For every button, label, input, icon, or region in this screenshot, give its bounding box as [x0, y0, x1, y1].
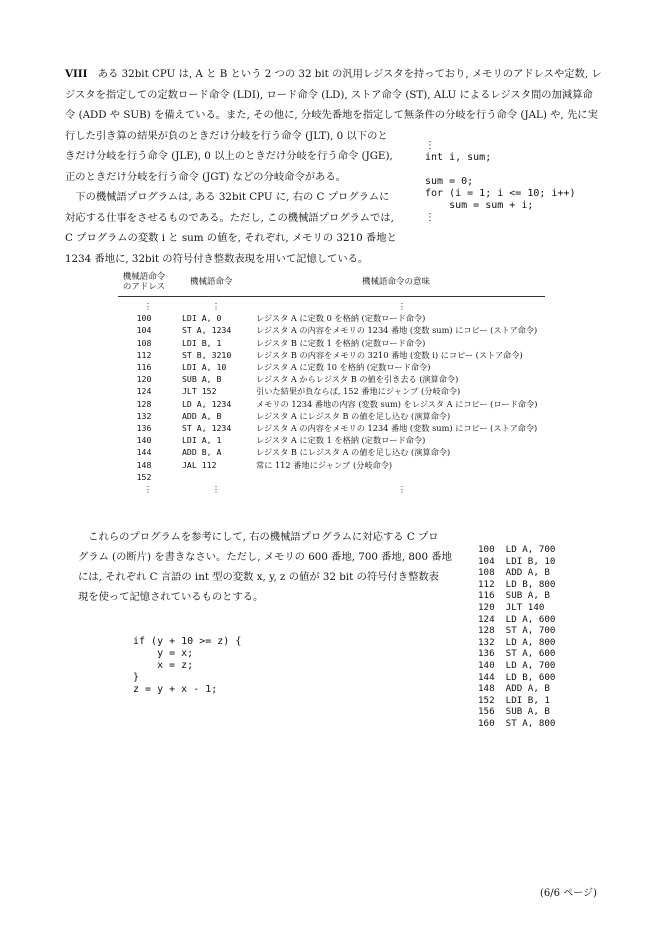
table-cell-instruction: LD A, 1234 [182, 398, 232, 409]
table-header-meaning: 機械語命令の意味 [362, 277, 431, 287]
table-cell-address: 152 [136, 471, 152, 482]
table-cell-instruction: LDI A, 0 [182, 313, 222, 324]
table-header-address: 機械語命令 のアドレス [122, 272, 166, 292]
table-cell-instruction: JAL 112 [182, 459, 217, 470]
machine-program-listing: 100 LD A, 700 104 LDI B, 10 108 ADD A, B 112 LD B, 800 116 SUB A, B 120 JLT 140 124 LD A, 600 128 ST A, 700 132 LD A, 800 136 ST A, 600 140 LD A, 700 144 LD B, 600 148 ADD A, B 152 LDI B, 1 156 SUB A, B 160 ST A, 800 [478, 544, 556, 729]
table-cell-address: 128 [136, 398, 152, 409]
table-cell-address: 132 [136, 410, 152, 421]
question-line-3: 現を使って記憶されているものとする。 [78, 591, 264, 603]
table-cell-instruction: ST A, 1234 [182, 423, 232, 433]
table-cell-instruction: ADD B, A [182, 447, 222, 458]
table-cell-instruction: LDI B, 1 [182, 337, 222, 348]
table-cell-address: ⋮ [143, 484, 153, 494]
question-line-0: これらのプログラムを参考にして, 右の機械語プログラムに対応する C プロ [78, 531, 439, 543]
table-cell-address: 120 [136, 374, 152, 385]
table-cell-meaning: レジスタ A に定数 1 を格納 (定数ロード命令) [256, 435, 426, 446]
question-line-1: グラム (の断片) を書きなさい。ただし, メモリの 600 番地, 700 番地, 800 番地 [78, 551, 452, 563]
table-cell-address: 140 [136, 435, 152, 446]
table-cell-meaning: メモリの 1234 番地の内容 (変数 sum) をレジスタ A にコピー (ロード命令) [256, 398, 538, 409]
table-cell-meaning: レジスタ A にレジスタ B の値を足し込む (演算命令) [256, 410, 451, 421]
table-cell-address: 124 [136, 386, 152, 397]
table-cell-address: ⋮ [143, 301, 153, 311]
table-cell-meaning: レジスタ A に定数 0 を格納 (定数ロード命令) [256, 313, 426, 324]
page-footer: (6/6 ページ) [540, 888, 597, 899]
c-program-right: ⋮ int i, sum; sum = 0; for (i = 1; i <= 10; i++) sum = sum + i; ⋮ [425, 140, 576, 223]
question-number: VIII [65, 68, 88, 80]
intro-line-2: 令 (ADD や SUB) を備えている。また, その他に, 分岐先番地を指定して無条件の分岐を行う命令 (JAL) や, 先に実 [65, 109, 598, 121]
table-cell-address: 136 [136, 423, 152, 433]
intro-line-8: C プログラムの変数 i と sum の値を, それぞれ, メモリの 3210 番地と [65, 232, 397, 244]
table-cell-instruction: ST A, 1234 [182, 325, 232, 336]
c-program-left: if (y + 10 >= z) { y = x; x = z; } z = y + x - 1; [133, 636, 242, 695]
table-cell-meaning: レジスタ B の内容をメモリの 3210 番地 (変数 i) にコピー (ストア命令) [256, 349, 523, 360]
intro-line-5: 正のときだけ分岐を行う命令 (JGT) などの分岐命令がある。 [65, 170, 346, 183]
table-cell-meaning: レジスタ B に定数 1 を格納 (定数ロード命令) [256, 337, 426, 348]
intro-line-4: きだけ分岐を行う命令 (JLE), 0 以上のときだけ分岐を行う命令 (JGE), [65, 150, 393, 162]
table-cell-meaning: 引いた結果が負ならば, 152 番地にジャンプ (分岐命令) [256, 386, 461, 397]
table-cell-instruction: LDI A, 1 [182, 435, 222, 446]
question-line-2: には, それぞれ C 言語の int 型の変数 x, y, z の値が 32 bit の符号付き整数表 [78, 571, 439, 583]
question-paragraph [78, 527, 463, 607]
table-cell-meaning: ⋮ [398, 301, 407, 311]
table-cell-instruction: ⋮ [212, 301, 221, 311]
table-cell-meaning: レジスタ A に定数 10 を格納 (定数ロード命令) [256, 362, 431, 372]
table-cell-instruction: ⋮ [212, 484, 221, 494]
table-cell-address: 144 [136, 447, 152, 458]
intro-line [65, 64, 605, 85]
intro-line-7: 対応する仕事をさせるものである。ただし, この機械語プログラムでは, [65, 211, 394, 224]
intro-line-1: ジスタを指定しての定数ロード命令 (LDI), ロード命令 (LD), ストア命令 (ST), ALU によるレジスタ間の加減算命 [65, 88, 593, 101]
table-cell-meaning: レジスタ B にレジスタ A の値を足し込む (演算命令) [256, 447, 451, 458]
table-cell-meaning: レジスタ A の内容をメモリの 1234 番地 (変数 sum) にコピー (ストア命令) [256, 423, 538, 433]
table-cell-instruction: ADD A, B [182, 410, 222, 421]
table-cell-meaning: レジスタ A からレジスタ B の値を引き去る (演算命令) [256, 374, 459, 385]
table-cell-address: 104 [136, 325, 152, 336]
table-cell-instruction: JLT 152 [182, 386, 217, 397]
table-cell-address: 100 [136, 313, 152, 324]
table-cell-address: 116 [136, 362, 152, 372]
table-cell-meaning: レジスタ A の内容をメモリの 1234 番地 (変数 sum) にコピー (ストア命令) [256, 325, 538, 336]
table-cell-meaning: 常に 112 番地にジャンプ (分岐命令) [256, 459, 393, 470]
intro-line-6: 下の機械語プログラムは, ある 32bit CPU に, 右の C プログラムに [65, 191, 390, 203]
table-cell-address: 148 [136, 459, 152, 470]
table-cell-meaning: ⋮ [398, 484, 407, 494]
intro-line-9: 1234 番地に, 32bit の符号付き整数表現を用いて記憶している。 [65, 252, 369, 265]
table-cell-address: 112 [136, 349, 152, 360]
table-cell-address: 108 [136, 337, 152, 348]
table-rule [118, 296, 545, 297]
table-cell-instruction: SUB A, B [182, 374, 222, 385]
table-header-instruction: 機械語命令 [190, 277, 233, 287]
intro-line-0: ある 32bit CPU は, A と B という 2 つの 32 bit の汎用レジスタを持っており, メモリのアドレスや定数, レ [97, 68, 602, 80]
table-cell-instruction: LDI A, 10 [182, 362, 227, 372]
intro-line-3: 行した引き算の結果が負のときだけ分岐を行う命令 (JLT), 0 以下のと [65, 129, 388, 142]
table-cell-instruction: ST B, 3210 [182, 349, 232, 360]
